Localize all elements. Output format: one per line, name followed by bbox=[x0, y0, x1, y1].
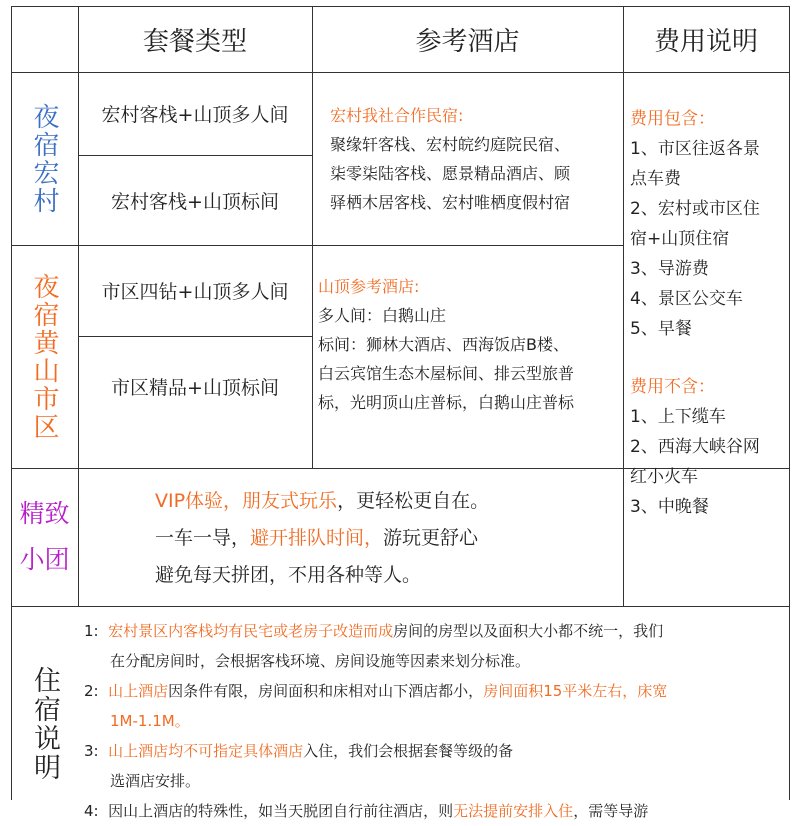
col-divider-3 bbox=[623, 6, 624, 606]
fee-include-line: 4、景区公交车 bbox=[630, 289, 743, 309]
huangshan-hotel-line: 白云宾馆生态木屋标间、排云型旅普 bbox=[318, 364, 575, 383]
fee-include-line: 5、早餐 bbox=[630, 319, 692, 339]
hongcun-hotel-line: 柒零柒陆客栈、愿景精品酒店、顾 bbox=[330, 164, 571, 183]
row-label-huangshan: 夜宿黄山市区 bbox=[29, 272, 59, 441]
fee-exclude-line: 2、西海大峡谷网 bbox=[630, 437, 760, 457]
hongcun-hotel-title: 宏村我社合作民宿: bbox=[330, 106, 464, 125]
fee-include-line: 宿+山顶住宿 bbox=[630, 229, 730, 249]
row-label-stay: 住宿说明 bbox=[29, 666, 60, 782]
fee-include-line: 2、宏村或市区住 bbox=[630, 199, 760, 219]
fee-include-block bbox=[630, 104, 788, 344]
package-hongcun-standard: 宏村客栈+山顶标间 bbox=[111, 190, 279, 213]
small-group-description bbox=[155, 483, 595, 594]
row-label-hongcun: 夜宿宏村 bbox=[29, 102, 59, 215]
stay-note-1-cont: 在分配房间时，会根据客栈环境、房间设施等因素来划分标准。 bbox=[110, 652, 531, 670]
huangshan-hotel-title: 山顶参考酒店: bbox=[318, 277, 420, 296]
fee-include-title: 费用包含： bbox=[630, 109, 715, 129]
header-reference-hotel: 参考酒店 bbox=[415, 26, 520, 57]
row-label-hongcun-cell bbox=[11, 72, 78, 245]
fee-include-line: 点车费 bbox=[630, 169, 681, 189]
small-group-line-3: 避免每天拼团，不用各种等人。 bbox=[155, 564, 422, 586]
huangshan-hotel-line: 标间：狮林大酒店、西海饭店B楼、 bbox=[318, 335, 569, 354]
col-divider-2 bbox=[312, 6, 313, 468]
small-group-line-1 bbox=[155, 483, 595, 520]
stay-note-1: 1: 宏村景区内客栈均有民宅或老房子改造而成房间的房型以及面积大小都不统一，我们 bbox=[84, 622, 664, 640]
stay-note-2: 2: 山上酒店因条件有限，房间面积和床相对山下酒店都小，房间面积15平米左右，床宽 bbox=[84, 682, 668, 700]
huangshan-hotel-line: 多人间：白鹅山庄 bbox=[318, 306, 447, 325]
fee-exclude-line: 3、中晚餐 bbox=[630, 497, 709, 517]
row-label-huangshan-cell bbox=[11, 245, 78, 468]
stay-note-3-cont: 选酒店安排。 bbox=[110, 772, 201, 790]
fee-include-line: 3、导游费 bbox=[630, 259, 709, 279]
row-divider-3 bbox=[11, 606, 790, 607]
small-group-line2-rest: 游玩更舒心 bbox=[383, 527, 479, 549]
small-group-vip: VIP体验，朋友式玩乐 bbox=[155, 490, 338, 512]
stay-note-2-cont: 1M-1.1M。 bbox=[110, 712, 190, 730]
huangshan-hotel-list bbox=[318, 272, 620, 417]
stay-note-3: 3: 山上酒店均不可指定具体酒店入住，我们会根据套餐等级的备 bbox=[84, 742, 514, 760]
table-border-right bbox=[789, 6, 790, 800]
huangshan-hotel-line: 标，光明顶山庄普标，白鹅山庄普标 bbox=[318, 393, 575, 412]
small-group-line-2 bbox=[155, 520, 595, 557]
small-group-line2-start: 一车一导， bbox=[155, 527, 251, 549]
hongcun-hotel-list bbox=[330, 101, 620, 217]
package-hongcun-dorm: 宏村客栈+山顶多人间 bbox=[101, 104, 289, 126]
small-group-no-queue: 避开排队时间， bbox=[250, 527, 384, 549]
package-city-dorm: 市区四钻+山顶多人间 bbox=[101, 281, 289, 303]
fee-include-line: 1、市区往返各景 bbox=[630, 139, 760, 159]
fee-exclude-title: 费用不含： bbox=[630, 377, 715, 397]
small-group-line1-rest: ，更轻松更自在。 bbox=[337, 490, 490, 512]
row-label-stay-cell bbox=[11, 606, 78, 800]
fee-exclude-line: 1、上下缆车 bbox=[630, 407, 726, 427]
stay-notes bbox=[84, 616, 788, 826]
package-city-standard: 市区精品+山顶标间 bbox=[111, 376, 279, 399]
row-label-small-group: 精致小团 bbox=[19, 499, 70, 574]
stay-note-4: 4: 因山上酒店的特殊性，如当天脱团自行前往酒店，则无法提前安排入住，需等导游 bbox=[84, 802, 649, 820]
hongcun-hotel-line: 聚缘轩客栈、宏村皖约庭院民宿、 bbox=[330, 135, 571, 154]
hongcun-hotel-line: 驿栖木居客栈、宏村唯栖度假村宿 bbox=[330, 193, 571, 212]
row-label-small-group-cell bbox=[11, 468, 78, 606]
fee-exclude-line: 红小火车 bbox=[630, 467, 698, 487]
fee-exclude-block bbox=[630, 372, 788, 522]
header-fee-description: 费用说明 bbox=[653, 26, 758, 57]
header-package-type: 套餐类型 bbox=[142, 26, 247, 57]
